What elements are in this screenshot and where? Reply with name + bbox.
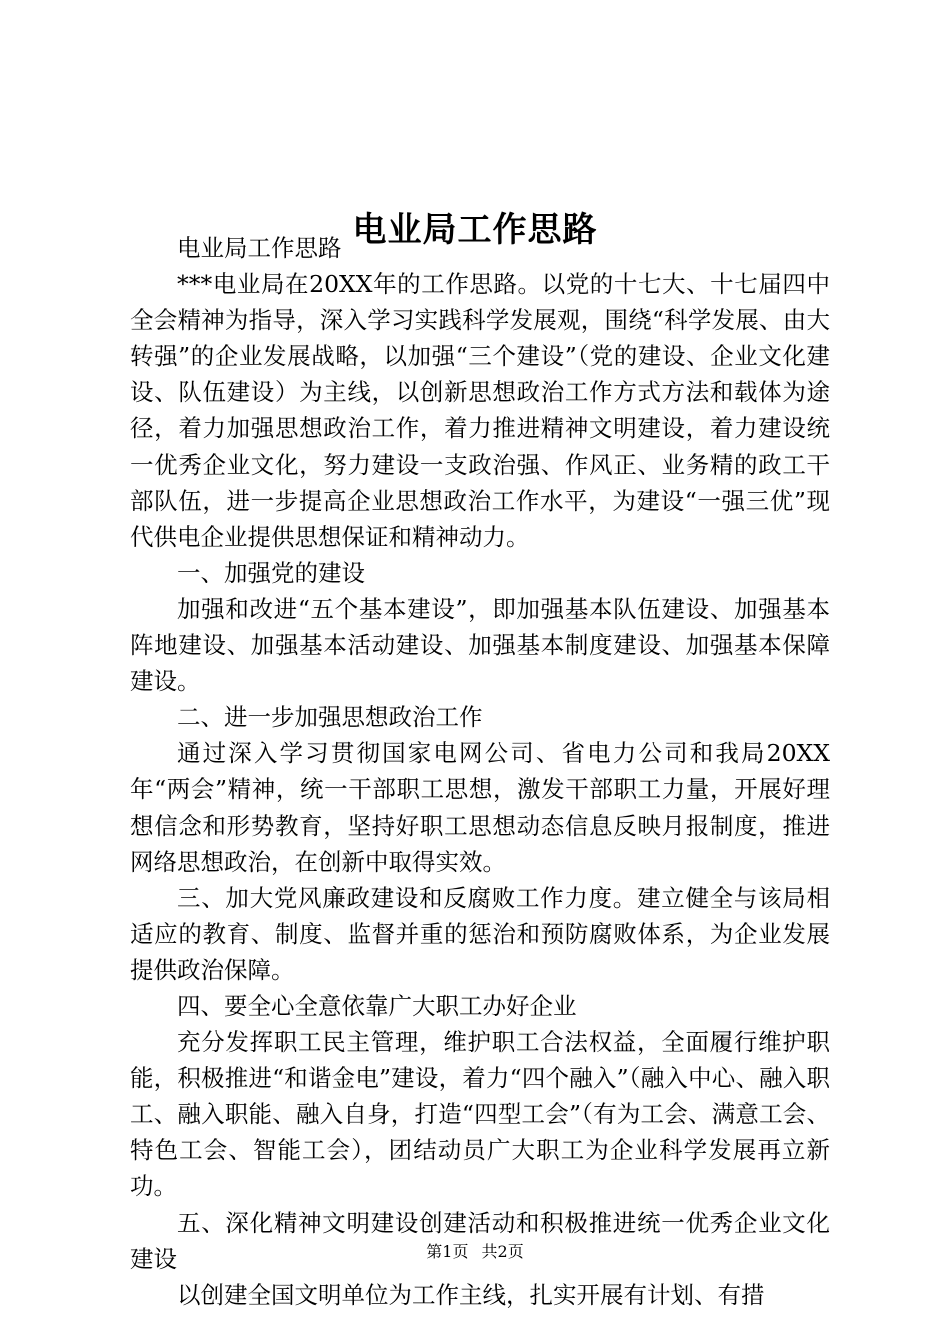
section-heading-1: 一、加强党的建设 (177, 558, 365, 587)
page-number-footer: 第1页 共2页 (426, 1242, 524, 1261)
page-title: 电业局工作思路 (352, 209, 598, 250)
paragraph-section-5: 以创建全国文明单位为工作主线，扎实开展有计划、有措 (177, 1280, 765, 1309)
paragraph-section-2: 通过深入学习贯彻国家电网公司、省电力公司和我局20XX年“两会”精神，统一干部职工思想，激发干部职工力量，开展好理想信念和形势教育，坚持好职工思想动态信息反映月报制度，推进网络思想政治，在创新中取得实效。 (130, 739, 830, 876)
paragraph-intro: ***电业局在20XX年的工作思路。以党的十七大、十七届四中全会精神为指导，深入学习实践科学发展观，围绕“科学发展、由大转强”的企业发展战略，以加强“三个建设”（党的建设、企业文化建设、队伍建设）为主线，以创新思想政治工作方式方法和载体为途径，着力加强思想政治工作，着力推进精神文明建设，着力建设统一优秀企业文化，努力建设一支政治强、作风正、业务精的政工干部队伍，进一步提高企业思想政治工作水平，为建设“一强三优”现代供电企业提供思想保证和精神动力。 (130, 270, 830, 551)
paragraph-section-3: 三、加大党风廉政建设和反腐败工作力度。建立健全与该局相适应的教育、制度、监督并重的惩治和预防腐败体系，为企业发展提供政治保障。 (130, 883, 830, 984)
document-body (130, 230, 830, 1313)
paragraph-section-4: 充分发挥职工民主管理，维护职工合法权益，全面履行维护职能，积极推进“和谐金电”建设，着力“四个融入”（融入中心、融入职工、融入职能、融入自身，打造“四型工会”（有为工会、满意工会、特色工会、智能工会），团结动员广大职工为企业科学发展再立新功。 (130, 1028, 830, 1201)
section-heading-4: 四、要全心全意依靠广大职工办好企业 (177, 991, 577, 1020)
paragraph-section-1: 加强和改进“五个基本建设”，即加强基本队伍建设、加强基本阵地建设、加强基本活动建设、加强基本制度建设、加强基本保障建设。 (130, 594, 830, 696)
section-heading-2: 二、进一步加强思想政治工作 (177, 703, 483, 732)
section-heading-5: 五、深化精神文明建设创建活动和积极推进统一优秀企业文化建设 (130, 1208, 830, 1273)
paragraph-subtitle: 电业局工作思路 (177, 234, 342, 262)
